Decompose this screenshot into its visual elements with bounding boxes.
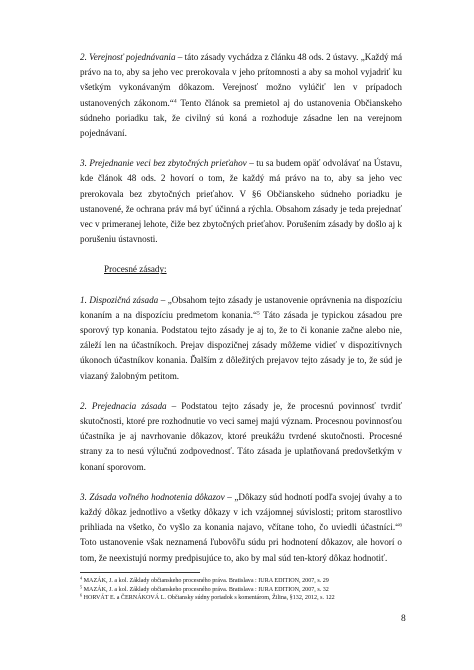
principle-term [80, 492, 225, 502]
paragraph-text: – tu sa budem opäť odvolávať na Ústavu, kde článok 48 ods. 2 hovorí o tom, že každý má právo na to, aby sa jeho vec prerokovala bez zbytočných prieťahov. V §6 Občianskeho súdneho poriadku je ustanovené, že ochrana práv má byť účinná a rýchla. Obsahom zásady je teda prejednať vec v primeranej lehote, čiže bez zbytočných prieťahov. Porušením zásady by došlo aj k porušeniu ústavnosti. [80, 158, 403, 245]
footnote-number: 5 [80, 584, 83, 589]
paragraph-hearing-principle [80, 399, 402, 475]
footnote-reference: 4 [173, 98, 177, 105]
paragraph-text-continued: Toto ustanovenie však neznamená ľubovôľu súdu pri hodnotení dôkazov, ale hovorí o tom, že neexistujú normy predpisujúce to, ako by mal súd ten-ktorý dôkaz hodnotiť. [80, 537, 402, 563]
footnote [80, 586, 410, 595]
footnote-separator [80, 572, 200, 573]
body-text [80, 50, 402, 566]
principle-term [80, 401, 167, 411]
principle-term [80, 52, 176, 62]
principle-name: Prejednacia zásada [91, 400, 167, 411]
footnotes [80, 577, 410, 603]
paragraph-dispositive-principle [80, 293, 402, 384]
principle-number: 3. [80, 491, 87, 502]
principle-name: Prejednanie veci bez zbytočných prieťahov [89, 158, 247, 169]
footnote-text: MAZÁK, J. a kol. Základy občianskeho procesného práva. Bratislava : IURA EDITION, 2007, s. 29 [83, 578, 329, 584]
principle-name: Zásada voľného hodnotenia dôkazov [89, 491, 225, 502]
principle-term [80, 158, 247, 168]
page-number: 8 [401, 614, 406, 624]
principle-number: 2. [80, 400, 87, 411]
principle-name: Verejnosť pojednávania [89, 52, 176, 62]
footnote [80, 577, 410, 586]
paragraph-text: – „Dôkazy súd hodnotí podľa svojej úvahy a to každý dôkaz jednotlivo a všetky dôkazy v ich vzájomnej súvislosti; pritom starostlivo prihliada na všetko, čo vyšlo za konania najavo, včítane toho, čo uviedli účastníci.“ [80, 491, 402, 533]
principle-number: 3. [80, 158, 87, 169]
paragraph-public-hearing [80, 50, 402, 141]
footnote-number: 6 [80, 592, 83, 598]
paragraph-no-delays [80, 156, 402, 247]
paragraph-text: – Podstatou tejto zásady je, že procesnú povinnosť tvrdiť skutočnosti, ktoré pre rozhodnutie vo veci samej majú význam. Procesnou povinnosťou účastníka je aj navrhovanie dôkazov, ktoré preukážu tvrdené skutočnosti. Procesné strany za to nesú výlučnú zodpovednosť. Táto zásada je uplatňovaná predovšetkým v konaní sporovom. [80, 400, 403, 472]
principle-name: Dispozičná zásada [89, 294, 159, 305]
paragraph-text: – táto zásady vychádza z článku 48 ods. 2 ústavy. „Každý má právo na to, aby sa jeho vec prerokovala v jeho prítomnosti a aby sa mohol vyjadriť ku všetkým vykonávaným dôkazom. Verejnosť možno vylúčiť len v prípadoch ustanovených zákonom.“ [80, 52, 403, 108]
principle-number: 2. [80, 52, 87, 62]
footnote-text: HORVÁT E. a ČERNÁKOVÁ L. Občiansky súdny poriadok s komentárom, Žilina, §132, 2012, s. 122 [83, 595, 335, 602]
paragraph-text: – „Obsahom tejto zásady je ustanovenie oprávnenia na dispozíciu konaním a na dispozíciu predmetom konania.“ [80, 294, 403, 320]
principle-term [80, 295, 158, 305]
footnote-reference: 6 [399, 522, 402, 529]
footnote-number: 4 [80, 575, 83, 581]
footnote [80, 594, 410, 603]
paragraph-text-continued: Táto zásada je typickou zásadou pre sporový typ konania. Podstatou tejto zásady je aj to, že to či konanie začne alebo nie, záleží len na účastníkoch. Prejav dispozičnej zásady môžeme vidieť v dispozitívnych úkonoch účastníkov konania. Ďalším z dôležitých prejavov tejto zásady je to, že súd je viazaný žalobným petitom. [80, 309, 402, 381]
footnote-reference: 5 [257, 310, 260, 317]
principle-number: 1. [80, 294, 87, 305]
footnote-text: MAZÁK, J. a kol. Základy občianskeho procesného práva. Bratislava : IURA EDITION, 2007, s. 32 [83, 586, 329, 593]
paragraph-text-continued: Tento článok sa premietol aj do ustanovenia Občianskeho súdneho poriadku tak, že civilný sú koná a rozhoduje zásadne len na verejnom pojednávaní. [80, 97, 402, 139]
paragraph-free-evaluation [80, 490, 402, 566]
section-heading: Procesné zásady: [104, 264, 167, 275]
